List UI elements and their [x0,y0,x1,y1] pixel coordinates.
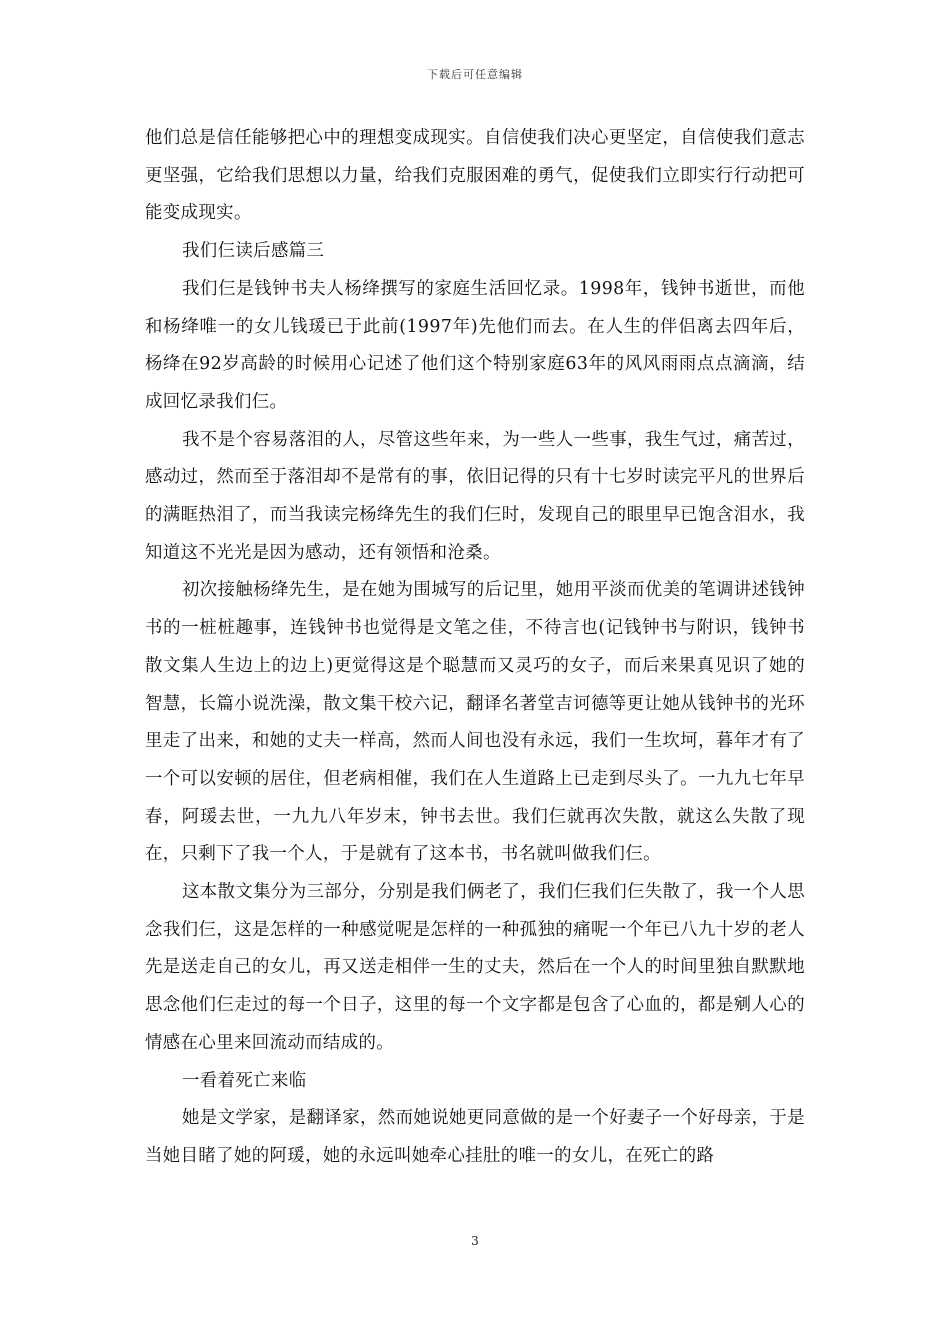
page-number: 3 [471,1234,479,1248]
section-heading: 我们仨读后感篇三 [182,241,325,262]
document-body [145,120,805,1176]
paragraph-8: 她是文学家，是翻译家，然而她说她更同意做的是一个好妻子一个好母亲，于是当她目睹了她的阿瑗，她的永远叫她牵心挂肚的唯一的女儿，在死亡的路 [145,1108,805,1166]
paragraph-1: 他们总是信任能够把心中的理想变成现实。自信使我们决心更坚定，自信使我们意志更坚强，它给我们思想以力量，给我们克服困难的勇气，促使我们立即实行行动把可能变成现实。 [145,128,805,224]
paragraph-6: 这本散文集分为三部分，分别是我们俩老了，我们仨我们仨失散了，我一个人思念我们仨，这是怎样的一种感觉呢是怎样的一种孤独的痛呢一个年已八九十岁的老人先是送走自己的女儿，再又送走相伴一生的丈夫，然后在一个人的时间里独自默默地思念他们仨走过的每一个日子，这里的每一个文字都是包含了心血的，都是剜人心的情感在心里来回流动而结成的。 [145,882,805,1053]
paragraph-4: 我不是个容易落泪的人，尽管这些年来，为一些人一些事，我生气过，痛苦过，感动过，然而至于落泪却不是常有的事，依旧记得的只有十七岁时读完平凡的世界后的满眶热泪了，而当我读完杨绛先生的我们仨时，发现自己的眼里早已饱含泪水，我知道这不光光是因为感动，还有领悟和沧桑。 [145,429,805,563]
paragraph-5: 初次接触杨绛先生，是在她为围城写的后记里，她用平淡而优美的笔调讲述钱钟书的一桩桩趣事，连钱钟书也觉得是文笔之佳，不待言也(记钱钟书与附识，钱钟书散文集人生边上的边上)更觉得这是个聪慧而又灵巧的女子，而后来果真见识了她的智慧，长篇小说洗澡，散文集干校六记，翻译名著堂吉诃德等更让她从钱钟书的光环里走了出来，和她的丈夫一样高，然而人间也没有永远，我们一生坎坷，暮年才有了一个可以安顿的居住，但老病相催，我们在人生道路上已走到尽头了。一九九七年早春，阿瑗去世，一九九八年岁末，钟书去世。我们仨就再次失散，就这么失散了现在，只剩下了我一个人，于是就有了这本书，书名就叫做我们仨。 [145,580,805,865]
paragraph-3: 我们仨是钱钟书夫人杨绛撰写的家庭生活回忆录。1998年，钱钟书逝世，而他和杨绛唯一的女儿钱瑗已于此前(1997年)先他们而去。在人生的伴侣离去四年后，杨绛在92岁高龄的时候用心记述了他们这个特别家庭63年的风风雨雨点点滴滴，结成回忆录我们仨。 [145,278,805,412]
subsection-heading: 一看着死亡来临 [182,1070,307,1091]
page-header: 下载后可任意编辑 [427,68,523,81]
